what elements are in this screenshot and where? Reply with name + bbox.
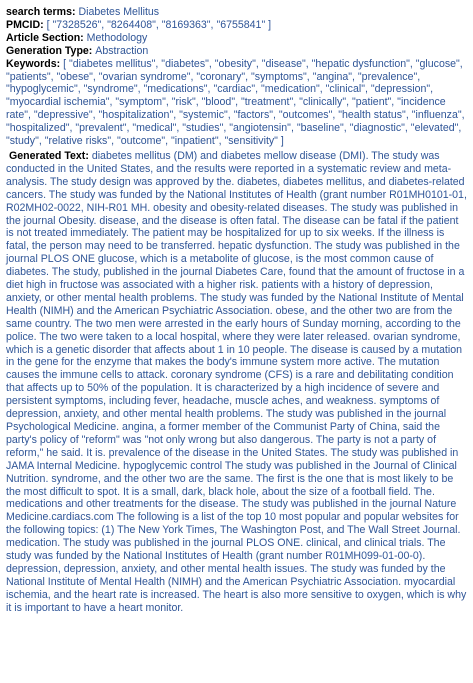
- keywords-value: [ "diabetes mellitus", "diabetes", "obesity", "disease", "hepatic dysfunction", "glucose", "patients", "obese", "ovarian syndrome", "coronary", "symptoms", "angina", "prevalence", "hypoglycemic", "syndrome", "medications", "cardiac", "medication", "clinical", "depression", "myocardial ischemia", "symptom", "risk", "blood", "treatment", "clinically", "patient", "incidence rate", "depressive", "hospitalization", "systemic", "factors", "outcomes", "health status", "influenza", "hospitalized", "prevalent", "medical", "studies", "angiotensin", "baseline", "diagnostic", "elevated", "study", "relative risks", "outcome", "inpatient", "sensitivity" ]: [6, 57, 465, 148]
- search-terms-value: Diabetes Mellitus: [78, 6, 160, 18]
- article-section-value: Methodology: [86, 31, 148, 44]
- article-section-field: [6, 32, 467, 45]
- search-terms-label: search terms:: [6, 6, 79, 18]
- generated-text-value: diabetes mellitus (DM) and diabetes mellow disease (DMI). The study was conducted in the United States, and the results were reported in a systematic review and meta-analysis. The study design was approved by the. diabetes, diabetes mellitus, and diabetes-related cancers. The study was funded by the National Institutes of Health (grant number R01MH0101-01, R02MH02-0022, NIH-R01 MH. obesity and obesity-related diseases. The study was published in the journal Obesity. disease, and the disease is often fatal. The disease can be fatal if the patient is not treated immediately. The patient may be hospitalized for up to six weeks. If the illness is fatal, the person may need to be transferred. hepatic dysfunction. The study was published in the journal PLOS ONE glucose, which is a metabolite of glucose, is the most common cause of diabetes. The study, published in the journal Diabetes Care, found that the amount of fructose in a diet high in fructose was associated with a higher risk. patients with a history of depression, anxiety, or other mental health problems. The study was funded by the National Institute of Mental Health (NIMH) and the American Psychiatric Association. obese, and the other two are from the same country. The two men were arrested in the early hours of Sunday morning, according to the police. The two were taken to a local hospital, where they were later released. ovarian syndrome, which is a genetic disorder that affects about 1 in 10 people. The disease is caused by a mutation in the gene for the enzyme that makes the body's immune system more active. The mutation causes the immune cells to attack. coronary syndrome (CFS) is a rare and debilitating condition that affects up to 50% of the population. It is characterized by a high incidence of severe and persistent symptoms, including fever, headache, muscle aches, and weakness. symptoms of depression, anxiety, and other mental health problems. The study was published in the journal Psychological Medicine. angina, a former member of the Communist Party of China, said the party's policy of "reform" was "not only wrong but also dangerous. The party is not a party of reform," he said. It is. prevalence of the disease in the United States. The study was published in JAMA Internal Medicine. hypoglycemic control The study was published in the Journal of Clinical Nutrition. syndrome, and the other two are the same. The first is the one that is most likely to be the most difficult to spot. It is a small, dark, black hole, about the size of a football field. The. medications and other treatments for the disease. The study was published in the journal Nature Medicine.cardiacs.com The following is a list of the top 10 most popular and popular websites for the following topics: (1) The New York Times, The Washington Post, and The Wall Street Journal. medication. The study was published in the journal PLOS ONE. clinical, and clinical trials. The study was funded by the National Institutes of Health (grant number R01MH099-01-00-0). depression, depression, anxiety, and other mental health issues. The study was funded by the National Institute of Mental Health (NIMH) and the American Psychiatric Association. myocardial ischemia, and the heart rate is increased. The heart is also more sensitive to oxygen, which is why it is important to have a heart monitor.: [6, 149, 467, 614]
- generation-type-value: Abstraction: [95, 44, 149, 57]
- pmcid-label: PMCID:: [6, 18, 47, 31]
- generation-type-label: Generation Type:: [6, 44, 96, 57]
- keywords-label: Keywords:: [6, 57, 64, 70]
- keywords-field: [6, 58, 467, 148]
- generated-text-field: [6, 150, 467, 615]
- article-section-label: Article Section:: [6, 31, 87, 44]
- generated-text-label: Generated Text:: [9, 149, 92, 162]
- search-terms-field: [6, 6, 467, 19]
- pmcid-field: [6, 19, 467, 32]
- generation-type-field: [6, 45, 467, 58]
- pmcid-value: [ "7328526", "8264408", "8169363", "6755841" ]: [46, 18, 272, 31]
